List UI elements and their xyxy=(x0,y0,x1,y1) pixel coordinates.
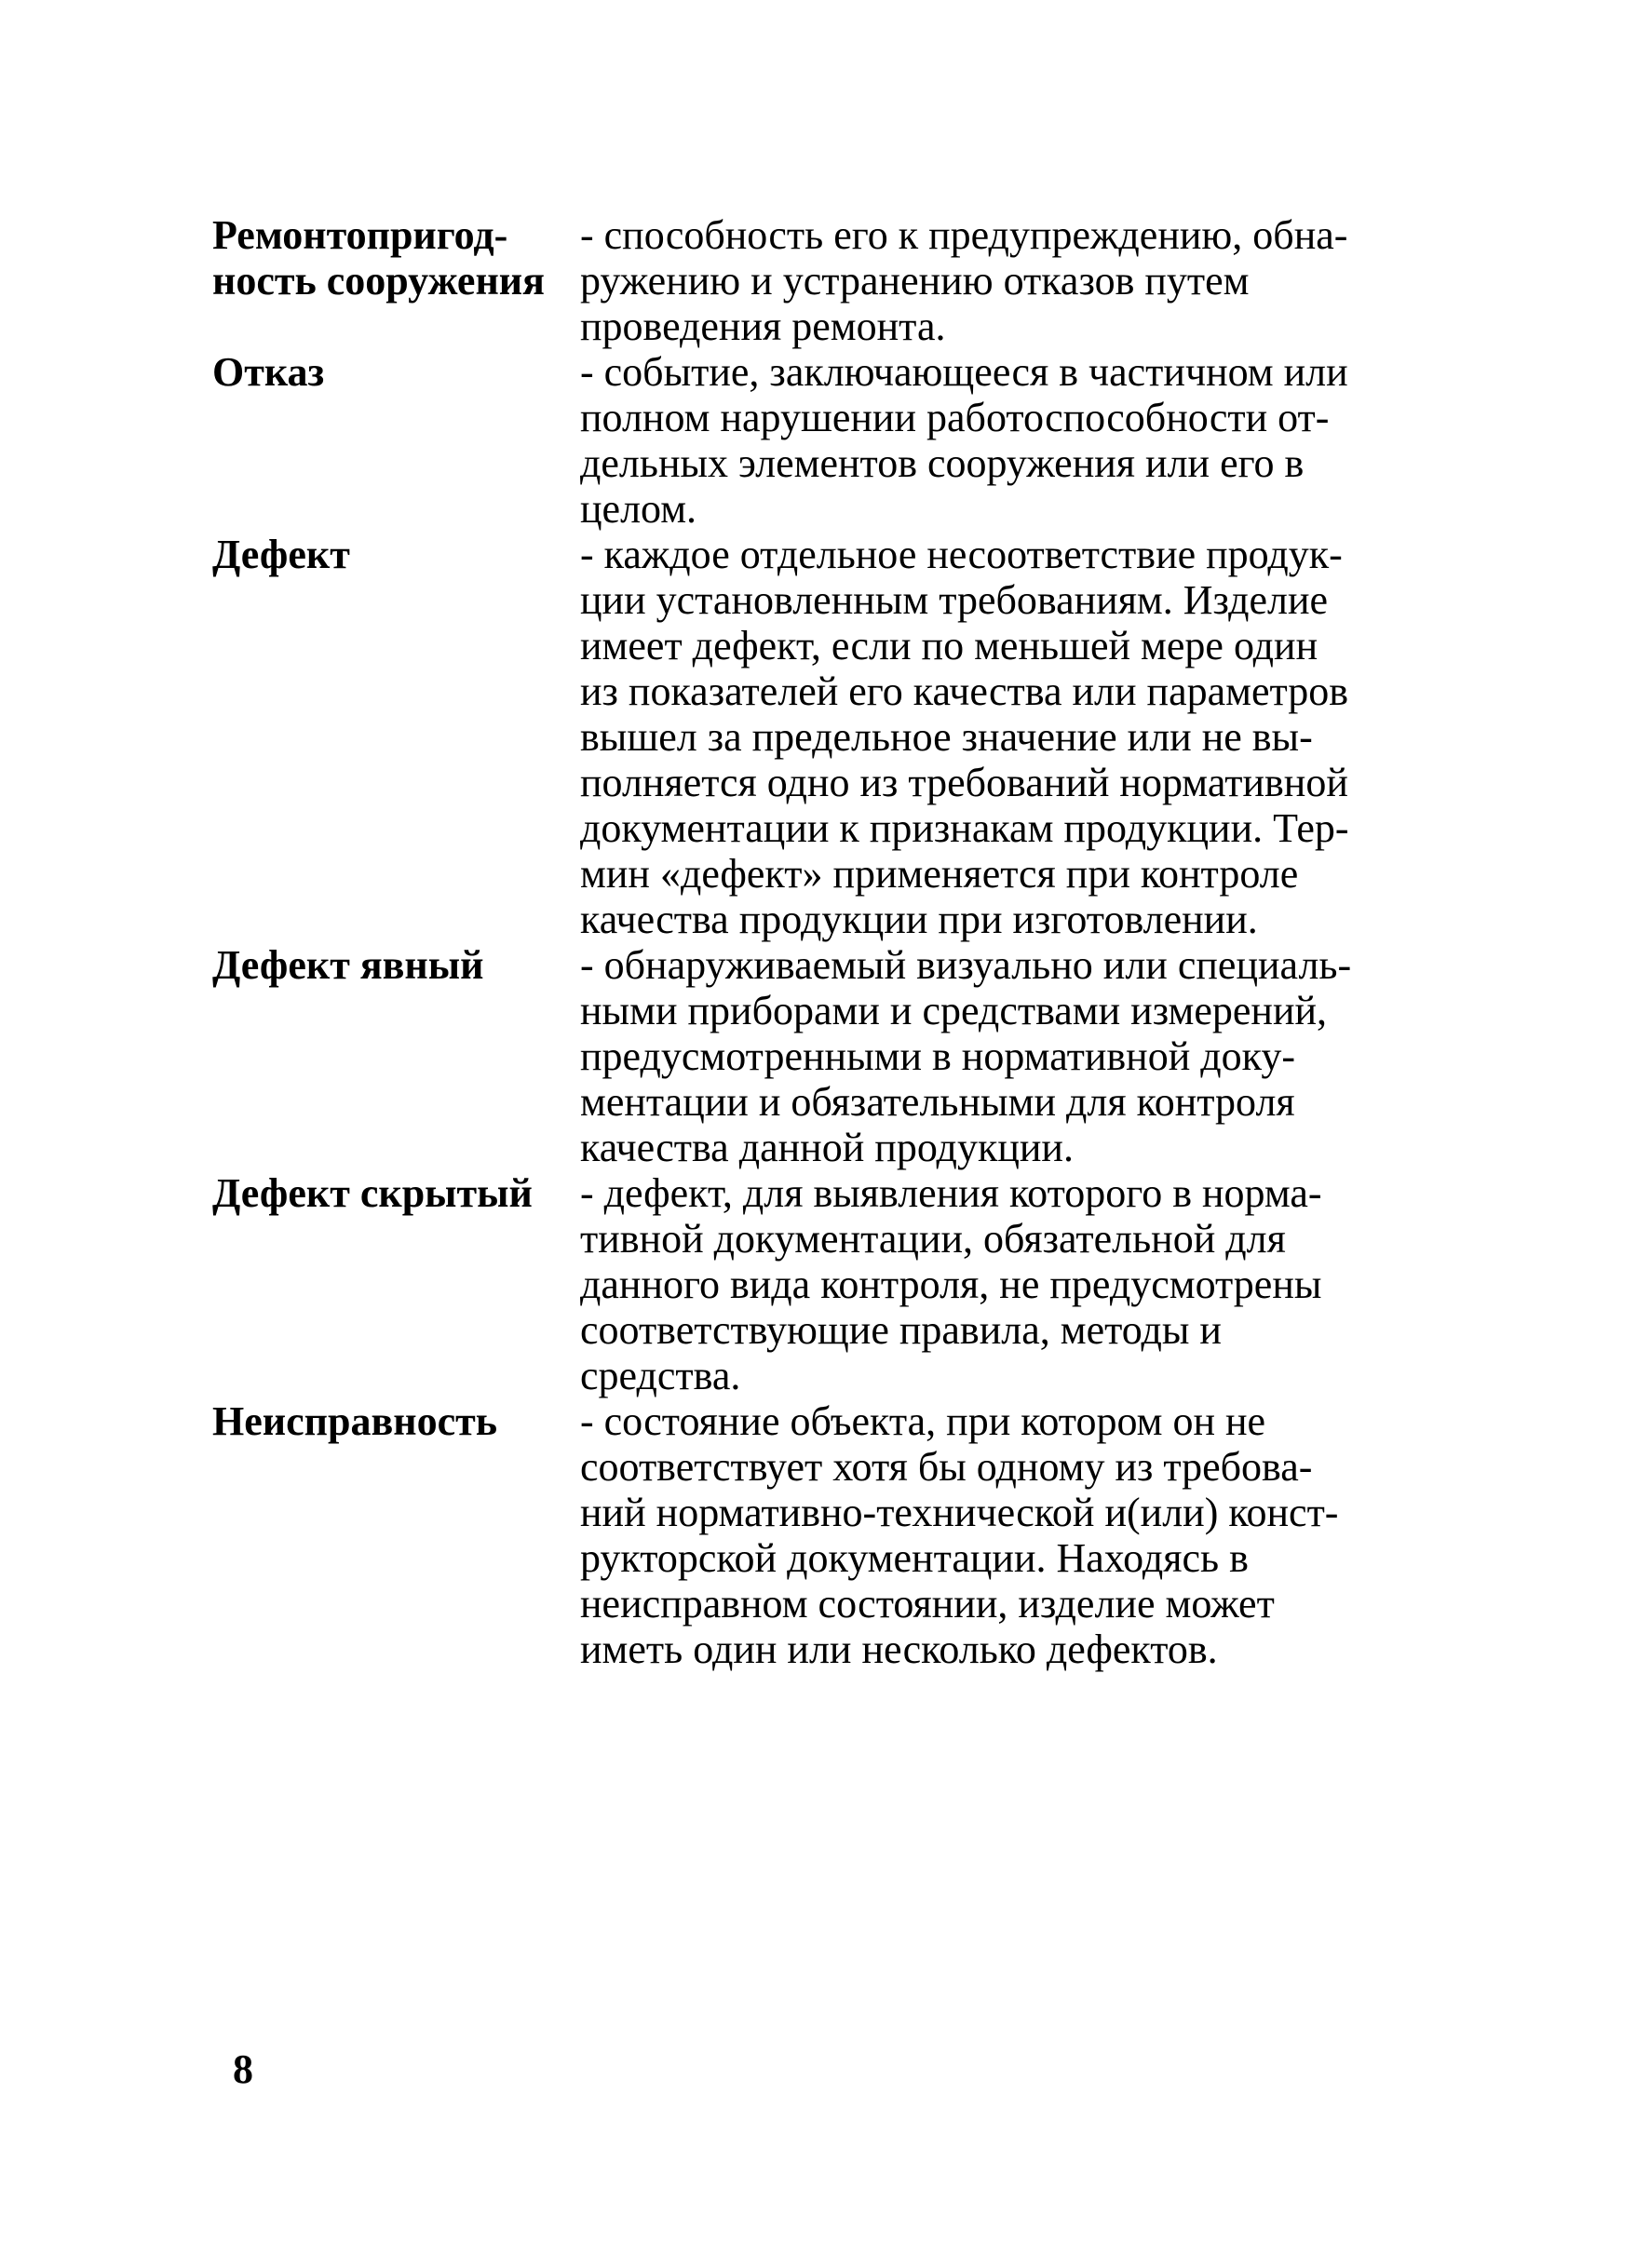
glossary-definition xyxy=(580,1170,1376,1398)
glossary-term xyxy=(212,212,580,304)
definition-line: ции установленным требованиям. Изделие xyxy=(580,577,1329,623)
term-line: Дефект скрытый xyxy=(212,1170,533,1216)
definition-line: ружению и устранению отказов путем xyxy=(580,258,1250,304)
glossary-term xyxy=(212,532,580,577)
definition-line: полном нарушении работоспособности от- xyxy=(580,395,1330,440)
definition-line: целом. xyxy=(580,486,697,532)
glossary-entry xyxy=(212,349,1423,532)
glossary-definition xyxy=(580,212,1376,349)
term-line: Дефект xyxy=(212,532,350,577)
definition-line: - состояние объекта, при котором он не xyxy=(580,1398,1266,1444)
glossary-term xyxy=(212,1398,580,1444)
definition-line: рукторской документации. Находясь в xyxy=(580,1535,1249,1581)
definition-line: полняется одно из требований нормативной xyxy=(580,760,1348,805)
definition-line: дельных элементов сооружения или его в xyxy=(580,440,1305,486)
definition-line: соответствующие правила, методы и xyxy=(580,1307,1222,1353)
definition-line: мин «дефект» применяется при контроле xyxy=(580,851,1299,897)
definition-line: средства. xyxy=(580,1353,741,1398)
glossary-definition xyxy=(580,942,1376,1170)
glossary-definition xyxy=(580,532,1376,942)
definition-line: ными приборами и средствами измерений, xyxy=(580,988,1328,1033)
page-number: 8 xyxy=(233,2046,253,2092)
definition-line: тивной документации, обязательной для xyxy=(580,1216,1286,1262)
glossary-term xyxy=(212,349,580,395)
glossary-entry xyxy=(212,532,1423,942)
definition-line: - дефект, для выявления которого в норма- xyxy=(580,1170,1322,1216)
definition-line: проведения ремонта. xyxy=(580,304,946,349)
definition-line: - событие, заключающееся в частичном или xyxy=(580,349,1348,395)
definition-line: ний нормативно-технической и(или) конст- xyxy=(580,1490,1339,1535)
glossary-entry xyxy=(212,212,1423,349)
term-line: Отказ xyxy=(212,349,325,395)
definition-line: неисправном состоянии, изделие может xyxy=(580,1581,1275,1627)
glossary-definition xyxy=(580,349,1376,532)
definition-line: качества продукции при изготовлении. xyxy=(580,897,1258,942)
definition-line: - способность его к предупреждению, обна- xyxy=(580,212,1348,258)
term-line: ность сооружения xyxy=(212,258,545,304)
definition-line: данного вида контроля, не предусмотрены xyxy=(580,1262,1322,1307)
definition-line: качества данной продукции. xyxy=(580,1125,1074,1170)
glossary-entry xyxy=(212,1398,1423,1672)
definition-line: имеет дефект, если по меньшей мере один xyxy=(580,623,1318,668)
term-line: Ремонтопригод- xyxy=(212,212,508,258)
definition-line: иметь один или несколько дефектов. xyxy=(580,1627,1218,1672)
glossary-term xyxy=(212,1170,580,1216)
glossary-list xyxy=(212,212,1423,1672)
term-line: Дефект явный xyxy=(212,942,484,988)
term-line: Неисправность xyxy=(212,1398,497,1444)
definition-line: соответствует хотя бы одному из требова- xyxy=(580,1444,1313,1490)
definition-line: из показателей его качества или параметров xyxy=(580,668,1349,714)
glossary-term xyxy=(212,942,580,988)
definition-line: ментации и обязательными для контроля xyxy=(580,1079,1295,1125)
glossary-entry xyxy=(212,1170,1423,1398)
glossary-definition xyxy=(580,1398,1376,1672)
definition-line: - каждое отдельное несоответствие продук- xyxy=(580,532,1343,577)
definition-line: вышел за предельное значение или не вы- xyxy=(580,714,1313,760)
definition-line: - обнаруживаемый визуально или специаль- xyxy=(580,942,1352,988)
glossary-entry xyxy=(212,942,1423,1170)
definition-line: документации к признакам продукции. Тер- xyxy=(580,805,1349,851)
definition-line: предусмотренными в нормативной доку- xyxy=(580,1033,1296,1079)
